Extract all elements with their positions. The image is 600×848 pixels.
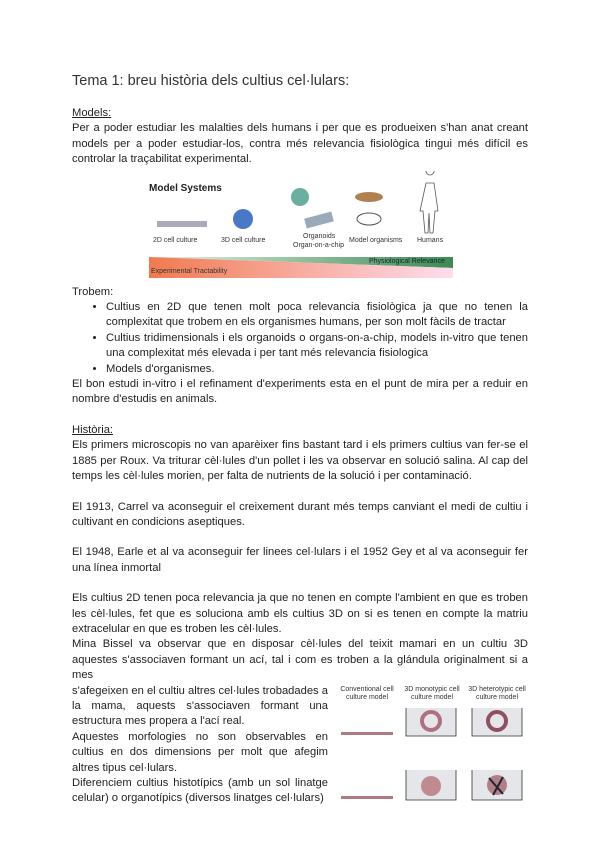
- label-2d: 2D cell culture: [153, 236, 198, 244]
- historia-p4: Els cultius 2D tenen poca relevancia ja que no tenen en compte l'ambient en que es troben les cèl·lules, fet que es soluciona amb els cultius 3D on si es tenen en compte la matriu extracelular en que es troben les cèl·lules.: [72, 592, 528, 635]
- human-icon: [420, 171, 438, 233]
- trobem-list: [72, 300, 528, 377]
- header-conventional: Conventional cell culture model: [340, 685, 394, 701]
- document-body: [72, 72, 528, 815]
- historia-p3: El 1948, Earle et al va aconseguir fer linees cel·lulars i el 1952 Gey et al va aconseguir fer una línea inmortal: [72, 546, 528, 574]
- chip-icon: [304, 211, 334, 228]
- trobem-heading: Trobem:: [72, 285, 114, 298]
- label-organ-chip: Organ-on-a-chip: [293, 241, 344, 249]
- historia-heading: Història:: [72, 423, 114, 436]
- culture-models-graphic: [336, 702, 528, 806]
- 3d-culture-icon: [233, 209, 253, 229]
- label-model-organisms: Model organisms: [349, 236, 403, 244]
- header-heterotypic: 3D heterotypic cell culture model: [468, 685, 526, 701]
- model-systems-figure: [147, 171, 453, 279]
- page-title: Tema 1: breu història dels cultius cel·lulars:: [72, 73, 350, 89]
- organoid-icon: [291, 188, 309, 206]
- historia-p5b: s'afegeixen en el cultiu altres cel·lules trobadades a la mama, aquests s'associaven formant una estructura mes propera a l'ací real.: [72, 684, 328, 728]
- mouse-icon: [357, 213, 381, 225]
- historia-p2: El 1913, Carrel va aconseguir el creixement durant més temps canviant el medi de cultiu i cultivant en condicions aseptiques.: [72, 500, 528, 528]
- culture-models-figure: [336, 686, 528, 811]
- models-paragraph: Per a poder estudiar les malalties dels humans i per que es produeixen s'han anat creant models per a poder estudiar-los, contra més relevancia fisiològica tingui més difícil es controlar la traçabilitat experimental.: [72, 122, 528, 166]
- label-humans: Humans: [417, 236, 444, 244]
- figure-title: Model Systems: [149, 182, 222, 194]
- fly-icon: [355, 192, 383, 202]
- trobem-conclusion: El bon estudi in-vitro i el refinament d'experiments esta en el punt de mira per a reduir en nombre d'estudis en animals.: [72, 378, 528, 406]
- historia-p5a: Mina Bissel va observar que en disposar cèl·lules del teixit mamari en un cultiu 3D aquestes s'associaven formant un ací, tal i com es troben a la glándula originalment si a mes: [72, 638, 528, 682]
- 2d-culture-icon: [157, 221, 207, 227]
- list-item: • Cultius tridimensionals i els organoids o organs-on-a-chip, models in-vitro que tenen una complexitat més elevada i per tant més relevancia fisiologica: [106, 331, 528, 362]
- label-organoids: Organoids: [303, 232, 336, 240]
- axis-tractability: Experimental Tractability: [151, 267, 228, 275]
- header-monotypic: 3D monotypic cell culture model: [404, 685, 460, 701]
- list-item: • Cultius en 2D que tenen molt poca relevancia fisiològica ja que no tenen la complexitat que trobem en els organismes humans, per son molt fàcils de tractar: [106, 300, 528, 331]
- label-3d: 3D cell culture: [221, 236, 266, 244]
- models-heading: Models:: [72, 107, 112, 119]
- historia-p6: Aquestes morfologies no son observables en cultius en dos dimensions per molt que afegim altres tipus cel·lulars.: [72, 730, 328, 774]
- historia-p7: Diferenciem cultius histotípics (amb un sol linatge celular) o organotípics (diversos linatges cel·lulars): [72, 777, 328, 805]
- historia-p1: Els primers microscopis no van aparèixer fins bastant tard i els primers cultius van fer-se el 1885 per Roux. Va triturar cèl·lules d'un pollet i les va observar en solució salina. Al cap del temps les cèl·lules morien, per falta de nutrients de la solució i per contaminació.: [72, 439, 528, 483]
- list-item: • Models d'organismes.: [106, 362, 528, 377]
- axis-relevance: Physiological Relevance: [369, 257, 445, 265]
